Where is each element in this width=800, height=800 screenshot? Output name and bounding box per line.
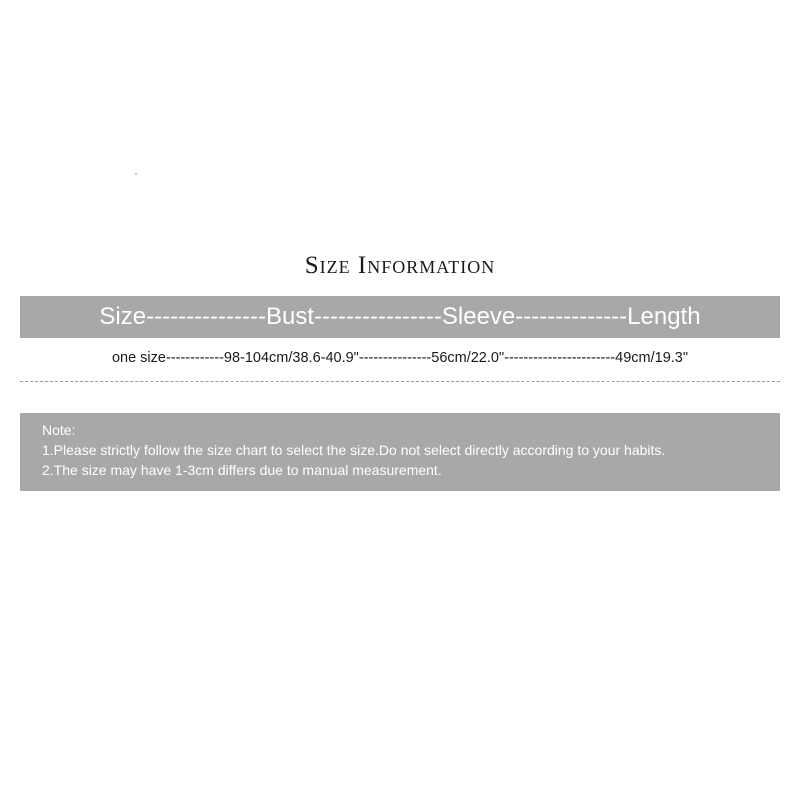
note-block bbox=[42, 420, 772, 480]
page-title: Size Information bbox=[304, 252, 496, 279]
table-header-row: Size---------------Bust----------------Sleeve--------------Length bbox=[99, 303, 701, 330]
table-row: one size------------98-104cm/38.6-40.9"---------------56cm/22.0"-----------------------49cm/19.3" bbox=[111, 350, 689, 366]
note-line-1: 1.Please strictly follow the size chart to select the size.Do not select directly according to your habits. bbox=[42, 442, 666, 458]
dust-speck bbox=[135, 173, 137, 175]
note-heading: Note: bbox=[42, 422, 76, 438]
dashed-divider bbox=[20, 381, 780, 382]
note-line-2: 2.The size may have 1-3cm differs due to manual measurement. bbox=[42, 462, 442, 478]
